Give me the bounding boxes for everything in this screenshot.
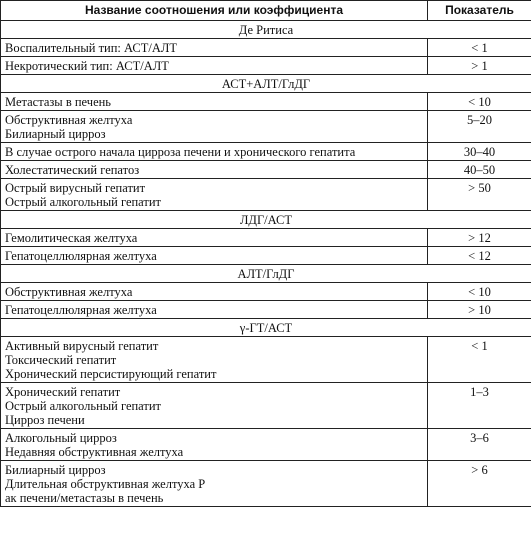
table-row: [1, 229, 531, 247]
table-row: [1, 179, 531, 211]
table-row: [1, 57, 531, 75]
condition-line: Острый вирусный гепатит: [5, 181, 146, 195]
table-row: [1, 39, 531, 57]
condition-line: ак печени/метастазы в печень: [5, 491, 164, 505]
section-title: γ-ГТ/АСТ: [1, 319, 531, 337]
condition-line: Хронический персистирующий гепатит: [5, 367, 217, 381]
condition-cell: [1, 383, 428, 429]
section-header-row: [1, 265, 531, 283]
table-header-row: [1, 1, 531, 21]
condition-line: Холестатический гепатоз: [5, 163, 140, 177]
condition-cell: [1, 283, 428, 301]
section-header-row: [1, 319, 531, 337]
condition-line: Активный вирусный гепатит: [5, 339, 159, 353]
condition-cell: [1, 93, 428, 111]
condition-line: Цирроз печени: [5, 413, 85, 427]
value-cell: < 10: [428, 93, 531, 111]
condition-line: Длительная обструктивная желтуха Р: [5, 477, 206, 491]
table-row: [1, 143, 531, 161]
value-cell: < 1: [428, 39, 531, 57]
condition-cell: [1, 179, 428, 211]
value-cell: 30–40: [428, 143, 531, 161]
column-header-value: Показатель: [428, 1, 531, 21]
value-cell: < 1: [428, 337, 531, 383]
section-header-row: [1, 21, 531, 39]
condition-line: Хронический гепатит: [5, 385, 121, 399]
condition-line: Токсический гепатит: [5, 353, 117, 367]
condition-line: Некротический тип: АСТ/АЛТ: [5, 59, 169, 73]
condition-line: Воспалительный тип: АСТ/АЛТ: [5, 41, 178, 55]
table-row: [1, 247, 531, 265]
table-row: [1, 429, 531, 461]
value-cell: > 6: [428, 461, 531, 507]
value-cell: 3–6: [428, 429, 531, 461]
table-body: [1, 21, 531, 507]
value-cell: > 12: [428, 229, 531, 247]
section-title: ЛДГ/АСТ: [1, 211, 531, 229]
condition-line: Недавняя обструктивная желтуха: [5, 445, 184, 459]
condition-line: Гепатоцеллюлярная желтуха: [5, 303, 157, 317]
condition-line: В случае острого начала цирроза печени и хронического гепатита: [5, 145, 356, 159]
section-title: АСТ+АЛТ/ГлДГ: [1, 75, 531, 93]
condition-line: Гепатоцеллюлярная желтуха: [5, 249, 157, 263]
condition-line: Алкогольный цирроз: [5, 431, 117, 445]
value-cell: 5–20: [428, 111, 531, 143]
condition-cell: [1, 111, 428, 143]
condition-line: Билиарный цирроз: [5, 127, 106, 141]
value-cell: < 10: [428, 283, 531, 301]
condition-cell: [1, 247, 428, 265]
table-row: [1, 461, 531, 507]
value-cell: 1–3: [428, 383, 531, 429]
condition-cell: [1, 229, 428, 247]
condition-line: Обструктивная желтуха: [5, 113, 133, 127]
condition-cell: [1, 301, 428, 319]
table-row: [1, 93, 531, 111]
value-cell: > 1: [428, 57, 531, 75]
condition-line: Острый алкогольный гепатит: [5, 399, 162, 413]
condition-cell: [1, 161, 428, 179]
condition-cell: [1, 57, 428, 75]
section-header-row: [1, 75, 531, 93]
table-row: [1, 337, 531, 383]
condition-cell: [1, 143, 428, 161]
table-row: [1, 283, 531, 301]
condition-line: Острый алкогольный гепатит: [5, 195, 162, 209]
condition-line: Билиарный цирроз: [5, 463, 106, 477]
section-title: АЛТ/ГлДГ: [1, 265, 531, 283]
value-cell: < 12: [428, 247, 531, 265]
condition-cell: [1, 461, 428, 507]
section-title: Де Ритиса: [1, 21, 531, 39]
condition-line: Метастазы в печень: [5, 95, 112, 109]
condition-cell: [1, 337, 428, 383]
value-cell: > 10: [428, 301, 531, 319]
section-header-row: [1, 211, 531, 229]
value-cell: 40–50: [428, 161, 531, 179]
table-row: [1, 301, 531, 319]
table-row: [1, 383, 531, 429]
condition-cell: [1, 429, 428, 461]
condition-line: Гемолитическая желтуха: [5, 231, 138, 245]
condition-line: Обструктивная желтуха: [5, 285, 133, 299]
value-cell: > 50: [428, 179, 531, 211]
table-row: [1, 161, 531, 179]
column-header-name: Название соотношения или коэффициента: [1, 1, 428, 21]
table-row: [1, 111, 531, 143]
condition-cell: [1, 39, 428, 57]
